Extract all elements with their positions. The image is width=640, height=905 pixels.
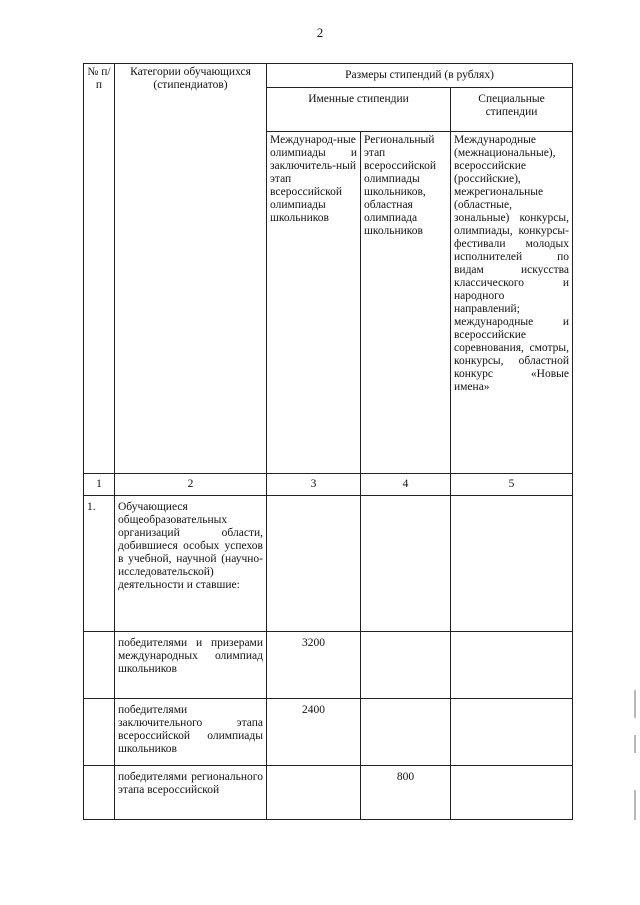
table-row xyxy=(84,766,573,820)
scan-edge-mark xyxy=(634,790,636,820)
table-row xyxy=(84,699,573,766)
row-col5 xyxy=(451,496,573,632)
row-col3: 2400 xyxy=(267,699,361,766)
row-col3: 3200 xyxy=(267,632,361,699)
row-num xyxy=(84,766,115,820)
row-col5 xyxy=(451,632,573,699)
header-col4: Региональный этап всероссийской олимпиады школьников, областная олимпиада школьников xyxy=(361,132,451,474)
row-col5 xyxy=(451,766,573,820)
scan-edge-mark xyxy=(634,735,636,753)
row-num: 1. xyxy=(84,496,115,632)
column-number: 5 xyxy=(451,474,573,496)
row-category: победителями и призерами международных олимпиад школьников xyxy=(115,632,267,699)
header-sizes: Размеры стипендий (в рублях) xyxy=(267,64,573,88)
header-col5: Международные (межнациональные), всероссийские (российские), межрегиональные (областные, зональные) конкурсы, олимпиады, конкурсы-фестивали молодых исполнителей по видам искусства классического и народного направлений; международные и всероссийские соревнования, смотры, конкурсы, областной конкурс «Новые имена» xyxy=(451,132,573,474)
row-col4 xyxy=(361,699,451,766)
column-number: 4 xyxy=(361,474,451,496)
header-num: № п/п xyxy=(84,64,115,474)
row-col4: 800 xyxy=(361,766,451,820)
column-number: 1 xyxy=(84,474,115,496)
row-category: Обучающиеся общеобразовательных организаций области, добившиеся особых успехов в учебной, научной (научно-исследовательской) деятельности и ставшие: xyxy=(115,496,267,632)
column-number-row xyxy=(84,474,573,496)
column-number: 2 xyxy=(115,474,267,496)
row-num xyxy=(84,699,115,766)
row-category: победителями регионального этапа всероссийской xyxy=(115,766,267,820)
header-named: Именные стипендии xyxy=(267,88,451,132)
column-number: 3 xyxy=(267,474,361,496)
header-category: Категории обучающихся (стипендиатов) xyxy=(115,64,267,474)
header-row-1 xyxy=(84,64,573,88)
row-col5 xyxy=(451,699,573,766)
table-row xyxy=(84,496,573,632)
row-col3 xyxy=(267,496,361,632)
table-row xyxy=(84,632,573,699)
scholarship-table xyxy=(83,63,573,820)
row-num xyxy=(84,632,115,699)
row-col4 xyxy=(361,632,451,699)
row-col4 xyxy=(361,496,451,632)
row-col3 xyxy=(267,766,361,820)
scan-edge-mark xyxy=(634,690,636,718)
page-number: 2 xyxy=(316,25,324,40)
row-category: победителями заключительного этапа всероссийской олимпиады школьников xyxy=(115,699,267,766)
header-special: Специальные стипендии xyxy=(451,88,573,132)
header-col3: Международ-ные олимпиады и заключитель-ный этап всероссийской олимпиады школьников xyxy=(267,132,361,474)
